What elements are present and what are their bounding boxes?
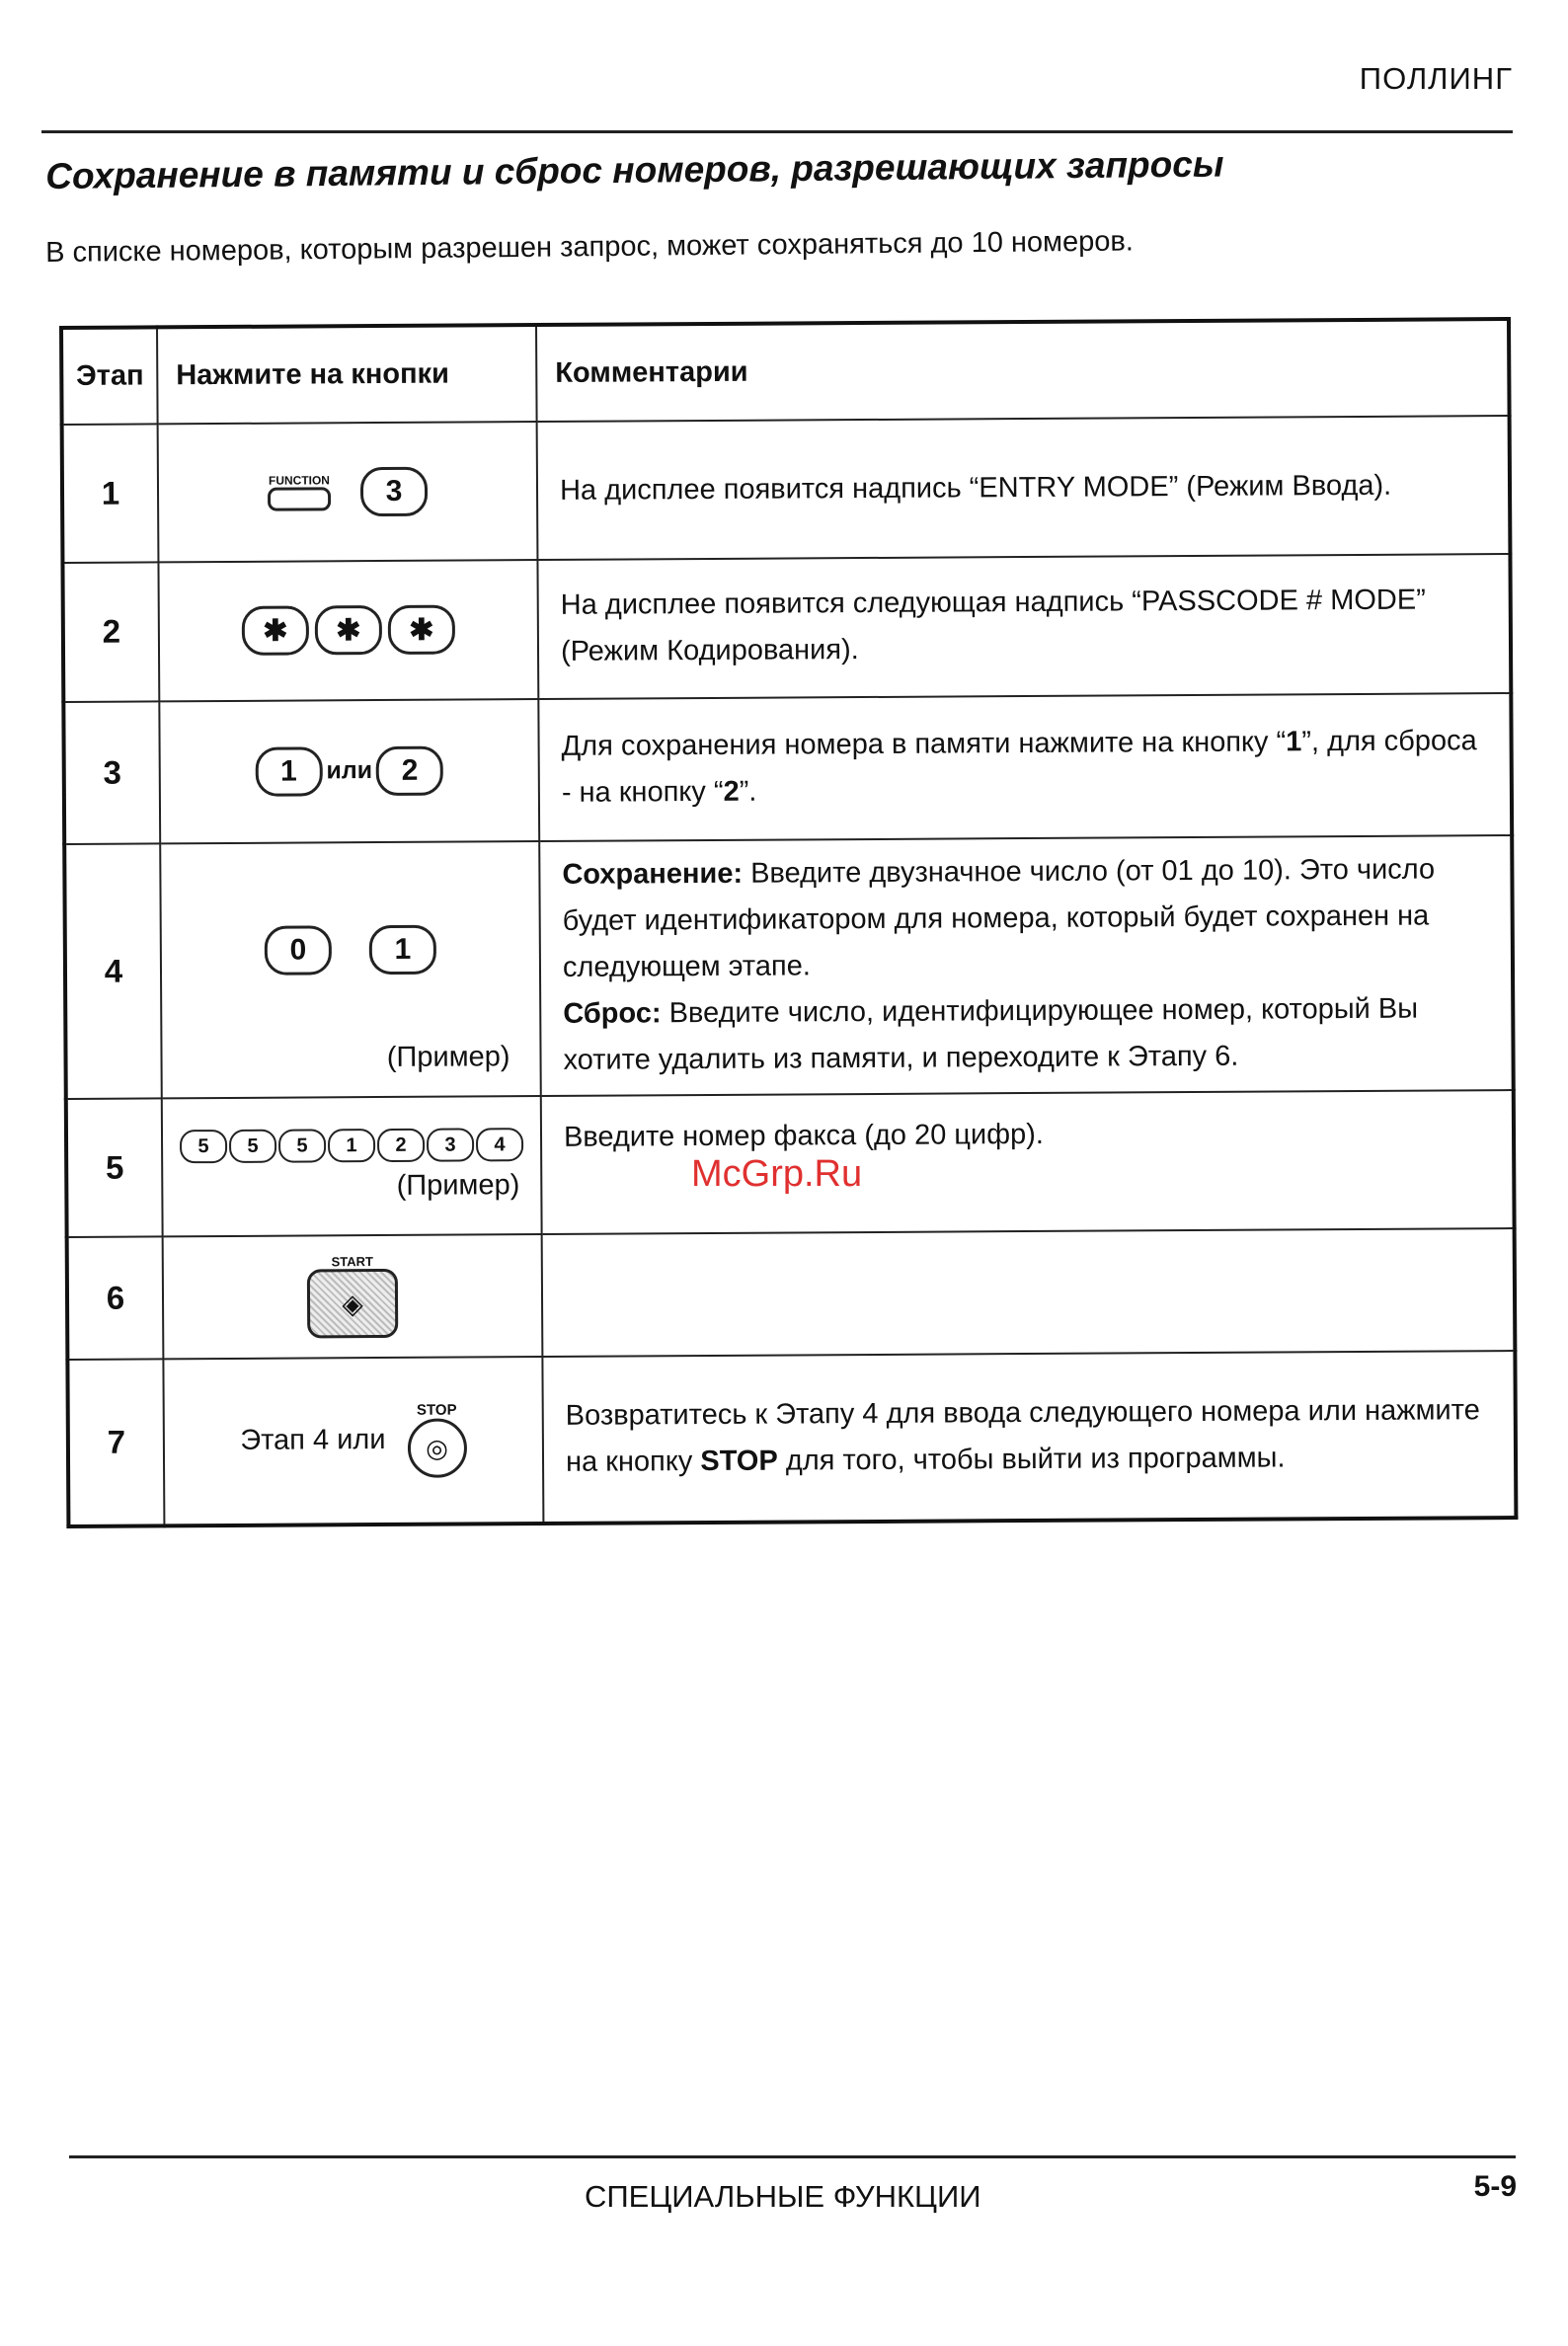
comment-cell: На дисплее появится следующая надпись “PASSCODE # MODE” (Режим Кодирования).	[537, 554, 1511, 698]
function-key-label: FUNCTION	[268, 473, 331, 488]
instructions-table-wrap	[59, 317, 1518, 1528]
number-key-icon: 5	[278, 1130, 326, 1163]
comment-key-1: 1	[1286, 726, 1302, 758]
step-number: 3	[63, 701, 160, 844]
keys-cell	[158, 560, 538, 701]
comment-stop: STOP	[700, 1445, 778, 1477]
footer-title: СПЕЦИАЛЬНЫЕ ФУНКЦИИ	[585, 2179, 981, 2214]
table-row	[62, 554, 1511, 701]
keys-cell	[160, 841, 541, 1098]
comment-cell: На дисплее появится надпись “ENTRY MODE” (Режим Ввода).	[537, 416, 1511, 560]
start-key-icon	[307, 1254, 399, 1339]
comment-text: ”, для сброса - на кнопку “	[561, 724, 1477, 809]
keys-cell	[163, 1234, 543, 1359]
number-key-icon: 5	[229, 1130, 276, 1163]
header-keys: Нажмите на кнопки	[157, 325, 537, 424]
number-key-icon: 3	[427, 1129, 474, 1162]
star-key-icon: ✱	[315, 605, 382, 655]
step-number: 6	[67, 1236, 164, 1359]
instructions-table	[59, 317, 1518, 1528]
star-key-icon: ✱	[242, 606, 309, 656]
section-title: Сохранение в памяти и сброс номеров, разрешающих запросы	[45, 143, 1224, 196]
comment-cell: Введите номер факса (до 20 цифр).	[541, 1090, 1515, 1234]
number-key-icon: 1	[369, 925, 436, 975]
table-row	[62, 416, 1511, 563]
table-row	[64, 835, 1514, 1099]
step-number: 4	[64, 843, 162, 1098]
number-key-icon: 0	[265, 925, 332, 975]
star-key-icon: ✱	[388, 605, 455, 655]
comment-text: Возвратитесь к Этапу 4 для ввода следующего номера или нажмите на кнопку	[565, 1394, 1480, 1478]
number-key-icon: 5	[180, 1130, 227, 1163]
function-key-shape	[268, 487, 331, 510]
comment-text: Для сохранения номера в памяти нажмите на кнопку “	[561, 726, 1287, 762]
stop-key-shape: ◎	[407, 1419, 466, 1478]
comment-cell	[538, 693, 1512, 841]
reset-label: Сброс:	[563, 997, 662, 1031]
comment-key-2: 2	[723, 775, 740, 808]
keys-cell	[162, 1096, 542, 1237]
table-row	[67, 1228, 1516, 1360]
header-step: Этап	[61, 327, 158, 425]
intro-text: В списке номеров, которым разрешен запрос, может сохраняться до 10 номеров.	[45, 225, 1135, 269]
table-row	[67, 1351, 1516, 1526]
comment-text: для того, чтобы выйти из программы.	[777, 1442, 1286, 1477]
example-label: (Пример)	[386, 1040, 510, 1073]
save-text: Введите двузначное число (от 01 до 10). Это число будет идентификатором для номера, который будет сохранен на следующем этапе.	[562, 853, 1436, 984]
reset-text: Введите число, идентифицирующее номер, который Вы хотите удалить из памяти, и переходите к Этапу 6.	[563, 992, 1419, 1077]
header-comment: Комментарии	[536, 319, 1510, 422]
number-key-icon: 1	[255, 746, 322, 796]
comment-cell	[542, 1351, 1516, 1524]
footer-rule	[69, 2155, 1516, 2158]
watermark: McGrp.Ru	[691, 1153, 863, 1195]
step-number: 5	[66, 1098, 163, 1237]
number-key-icon: 2	[377, 1129, 425, 1162]
page-number: 5-9	[1473, 2170, 1517, 2203]
page-header-title: ПОЛЛИНГ	[1359, 61, 1513, 96]
keys-cell	[158, 422, 538, 563]
number-key-icon: 2	[376, 745, 443, 795]
keys-cell	[163, 1357, 543, 1526]
start-key-label: START	[331, 1254, 374, 1270]
save-label: Сохранение:	[562, 858, 744, 892]
keys-cell	[159, 699, 539, 844]
example-label: (Пример)	[396, 1169, 520, 1203]
comment-text: ”.	[739, 775, 757, 808]
table-header-row	[61, 319, 1510, 425]
step-or-text: Этап 4 или	[240, 1424, 386, 1457]
step-number: 2	[62, 563, 159, 702]
function-key-icon	[268, 473, 331, 510]
step-number: 1	[62, 424, 159, 563]
comment-cell	[542, 1228, 1516, 1357]
header-rule	[41, 130, 1513, 133]
number-key-icon: 4	[476, 1129, 523, 1162]
stop-key-label: STOP	[416, 1401, 457, 1420]
step-number: 7	[67, 1359, 164, 1526]
start-key-shape: ◈	[307, 1269, 398, 1339]
or-text: или	[326, 756, 373, 785]
number-key-icon: 3	[360, 467, 428, 516]
stop-key-icon	[407, 1402, 466, 1478]
number-key-icon: 1	[328, 1129, 375, 1162]
comment-cell	[539, 835, 1514, 1096]
table-row	[63, 693, 1512, 844]
